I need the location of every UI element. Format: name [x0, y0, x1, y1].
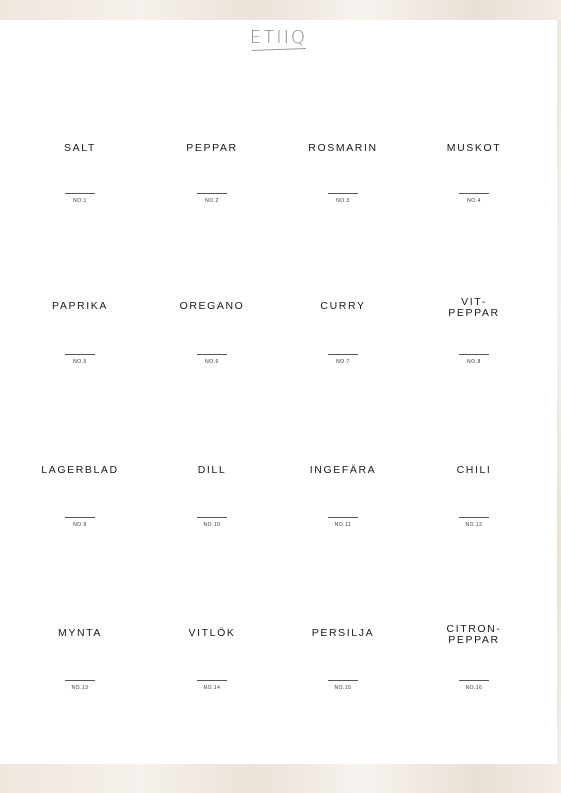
label-number: NO.10	[203, 522, 221, 528]
label-underline	[328, 354, 358, 355]
right-decorative-strip	[557, 20, 561, 764]
spice-name: MYNTA	[58, 627, 102, 639]
label-number: NO.14	[203, 685, 221, 691]
label-number: NO.15	[334, 685, 352, 691]
label-underline	[459, 517, 489, 518]
label-number: NO.13	[71, 685, 89, 691]
label-underline	[459, 193, 489, 194]
label-number: NO.4	[467, 198, 481, 204]
spice-name: SALT	[64, 142, 96, 154]
spice-name: ROSMARIN	[308, 142, 378, 154]
label-number: NO.8	[467, 359, 481, 365]
label-underline	[328, 193, 358, 194]
label-underline	[65, 517, 95, 518]
label-underline	[197, 354, 227, 355]
label-number: NO.6	[205, 359, 219, 365]
spice-name: VIT- PEPPAR	[448, 296, 500, 319]
label-number: NO.2	[205, 198, 219, 204]
label-underline	[459, 680, 489, 681]
label-underline	[65, 193, 95, 194]
logo-text: ETIIQ	[249, 27, 308, 48]
label-underline	[197, 193, 227, 194]
label-number: NO.7	[336, 359, 350, 365]
spice-name: VITLÖK	[188, 627, 236, 639]
label-underline	[459, 354, 489, 355]
label-number: NO.5	[73, 359, 87, 365]
label-number: NO.11	[334, 522, 352, 528]
spice-name: CITRON- PEPPAR	[446, 623, 502, 646]
bottom-decorative-band	[0, 764, 561, 793]
spice-name: PERSILJA	[311, 627, 375, 639]
spice-name: OREGANO	[179, 300, 245, 312]
label-number: NO.9	[73, 522, 87, 528]
spice-name: INGEFÄRA	[309, 464, 377, 476]
label-underline	[65, 680, 95, 681]
spice-name: LAGERBLAD	[41, 464, 119, 476]
label-underline	[197, 517, 227, 518]
spice-name: CHILI	[456, 464, 492, 476]
spice-name: PEPPAR	[186, 142, 238, 154]
label-underline	[197, 680, 227, 681]
spice-name: MUSKOT	[446, 142, 502, 154]
label-number: NO.3	[336, 198, 350, 204]
label-underline	[328, 680, 358, 681]
spice-name: CURRY	[320, 300, 366, 312]
label-number: NO.16	[465, 685, 483, 691]
label-number: NO.1	[73, 198, 87, 204]
label-underline	[328, 517, 358, 518]
label-underline	[65, 354, 95, 355]
spice-name: DILL	[197, 464, 227, 476]
label-number: NO.12	[465, 522, 483, 528]
spice-name: PAPRIKA	[52, 300, 108, 312]
